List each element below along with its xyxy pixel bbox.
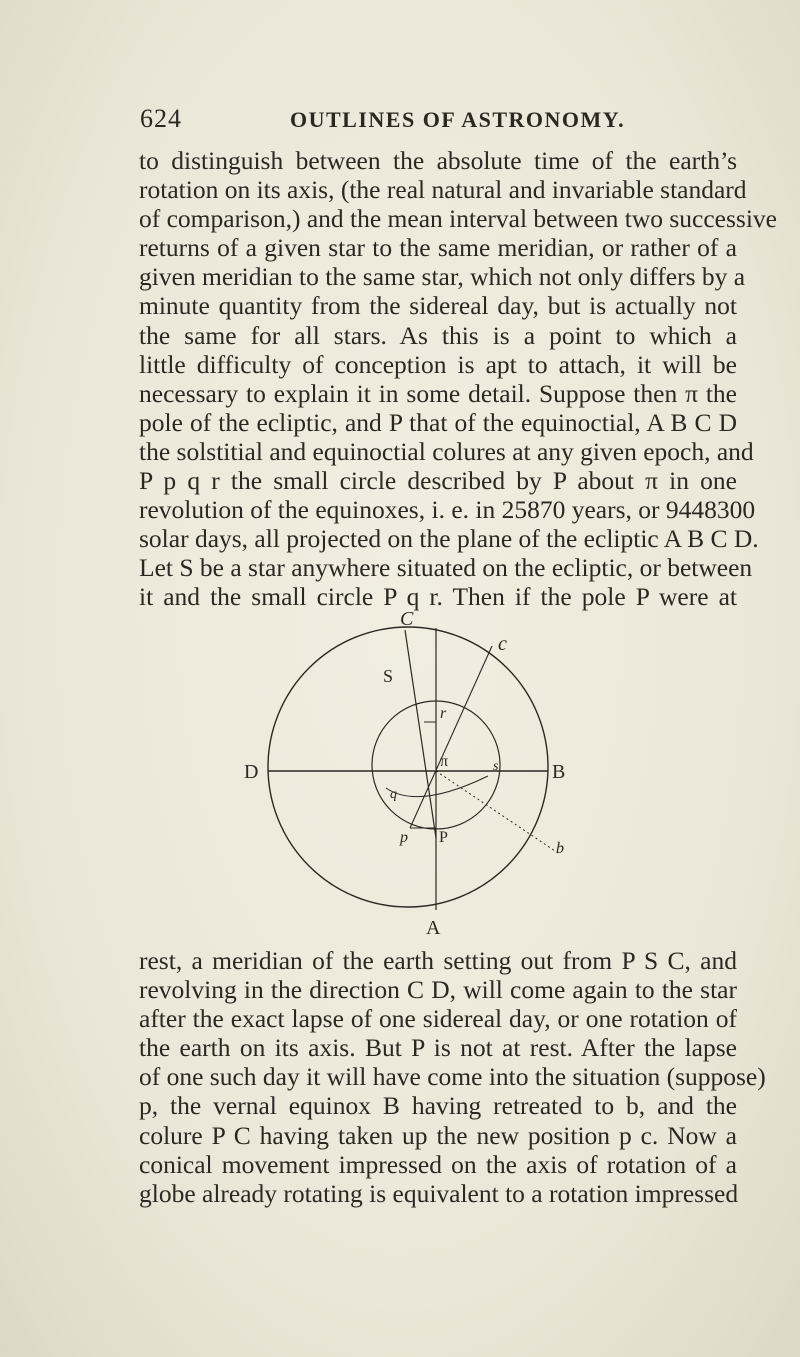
text-line: pole of the ecliptic, and P that of the equinoctial, A B C D [139,407,737,437]
text-line: rest, a meridian of the earth setting out from P S C, and [139,946,737,975]
text-line: necessary to explain it in some detail. Suppose then π the [139,378,737,408]
label-A: A [426,917,441,939]
text-line: to distinguish between the absolute time of the earth’s [139,146,737,175]
text-line: little difficulty of conception is apt to attach, it will be [139,349,737,379]
colure-pc-line [410,646,492,828]
text-line: colure P C having taken up the new position p c. Now a [139,1120,737,1150]
text-line: given meridian to the same star, which not only differs by a [139,262,746,292]
text-line: solar days, all projected on the plane of the ecliptic A B C D. [139,524,759,554]
text-line: minute quantity from the sidereal day, but is actually not [139,291,737,321]
label-b: b [556,840,564,857]
text-line: conical movement impressed on the axis of rotation of a [139,1149,737,1179]
label-C: C [400,608,414,630]
text-line: after the exact lapse of one sidereal day, or one rotation of [139,1004,737,1034]
paragraph-bottom [139,946,766,1208]
text-line: the same for all stars. As this is a point to which a [139,320,737,350]
label-pi: π [440,753,449,770]
page-header [140,104,780,144]
label-P: P [439,829,448,846]
text-line: of one such day it will have come into the situation (suppose) [139,1062,766,1092]
text-line: revolution of the equinoxes, i. e. in 25870 years, or 9448300 [139,495,756,525]
text-line: of comparison,) and the mean interval between two successive [139,204,777,234]
label-s: s [493,759,499,774]
text-line: returns of a given star to the same meridian, or rather of a [139,233,737,263]
colure-diagram-svg [240,608,570,950]
text-line: globe already rotating is equivalent to a rotation impressed [139,1178,739,1208]
colure-diagram [240,608,570,950]
text-line: p, the vernal equinox B having retreated to b, and the [139,1091,737,1121]
label-r: r [440,705,447,722]
label-S: S [383,666,394,686]
label-q: q [390,787,397,802]
text-line: the solstitial and equinoctial colures at any given epoch, and [139,436,754,466]
text-line: P p q r the small circle described by P about π in one [139,466,737,496]
text-line: Let S be a star anywhere situated on the ecliptic, or between [139,553,753,583]
label-c: c [498,633,507,655]
label-D: D [244,761,259,783]
ecliptic-circle [268,627,548,907]
text-line: it and the small circle P q r. Then if the pole P were at [139,582,737,612]
paragraph-top [139,146,777,612]
meridian-psc-line [405,630,436,838]
page-number: 624 [140,104,182,133]
arc-qs [386,776,488,797]
running-head: OUTLINES OF ASTRONOMY. [290,107,626,132]
label-B: B [552,761,566,783]
label-p: p [400,829,408,846]
text-line: the earth on its axis. But P is not at rest. After the lapse [139,1033,737,1063]
text-line: rotation on its axis, (the real natural and invariable standard [139,175,747,205]
text-line: revolving in the direction C D, will come again to the star [139,975,737,1005]
